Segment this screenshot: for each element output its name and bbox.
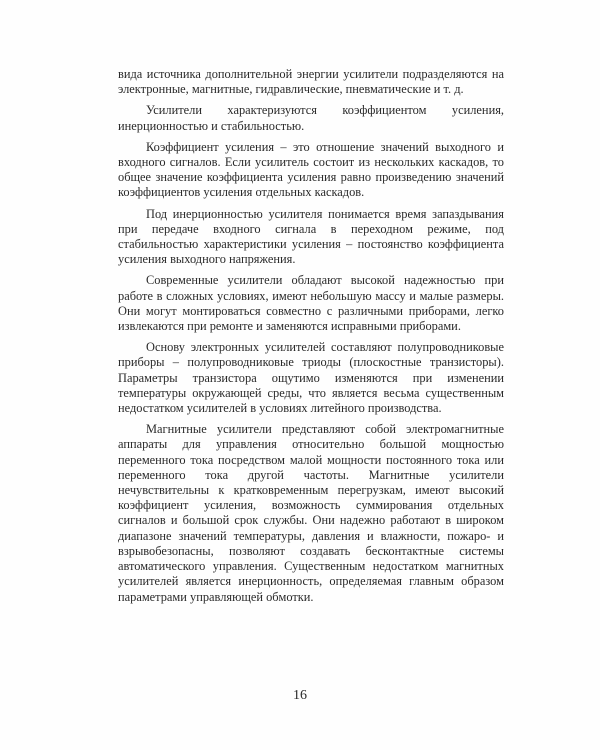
paragraph-continuation: вида источника дополнительной энергии усилители подразделяются на электронные, магнитные, гидравлические, пневматические и т. д. [118,67,504,97]
paragraph-amplifier-characteristics: Усилители характеризуются коэффициентом усиления, инерционностью и стабильностью. [118,103,504,133]
paragraph-modern-amplifiers: Современные усилители обладают высокой надежностью при работе в сложных условиях, имеют небольшую массу и малые размеры. Они могут монтироваться совместно с различными приборами, легко извлекаются при ремонте и заменяются исправными приборами. [118,273,504,334]
paragraph-inertia: Под инерционностью усилителя понимается время запаздывания при передаче входного сигнала в переходном режиме, под стабильностью характеристики усиления – постоянство коэффициента усиления выходного напряжения. [118,206,504,267]
paragraph-electronic-amplifiers: Основу электронных усилителей составляют полупроводниковые приборы – полупроводниковые триоды (плоскостные транзисторы). Параметры транзистора ощутимо изменяются при изменении температуры окружающей среды, что является весьма существенным недостатком усилителей в условиях литейного производства. [118,340,504,416]
paragraph-gain-coefficient: Коэффициент усиления – это отношение значений выходного и входного сигналов. Если усилитель состоит из нескольких каскадов, то общее значение коэффициента усиления равно произведению значений коэффициентов усиления отдельных каскадов. [118,139,504,200]
body-text [118,67,504,611]
paragraph-magnetic-amplifiers: Магнитные усилители представляют собой электромагнитные аппараты для управления относительно большой мощностью переменного тока посредством малой мощности постоянного тока или переменного тока другой частоты. Магнитные усилители нечувствительны к кратковременным перегрузкам, имеют высокий коэффициент усиления, возможность суммирования отдельных сигналов и большой срок службы. Они надежно работают в широком диапазоне значений температуры, давления и влажности, пожаро- и взрывобезопасны, позволяют создавать бесконтактные системы автоматического управления. Существенным недостатком магнитных усилителей является инерционность, определяемая главным образом параметрами управляющей обмотки. [118,422,504,604]
page-number: 16 [293,688,307,703]
